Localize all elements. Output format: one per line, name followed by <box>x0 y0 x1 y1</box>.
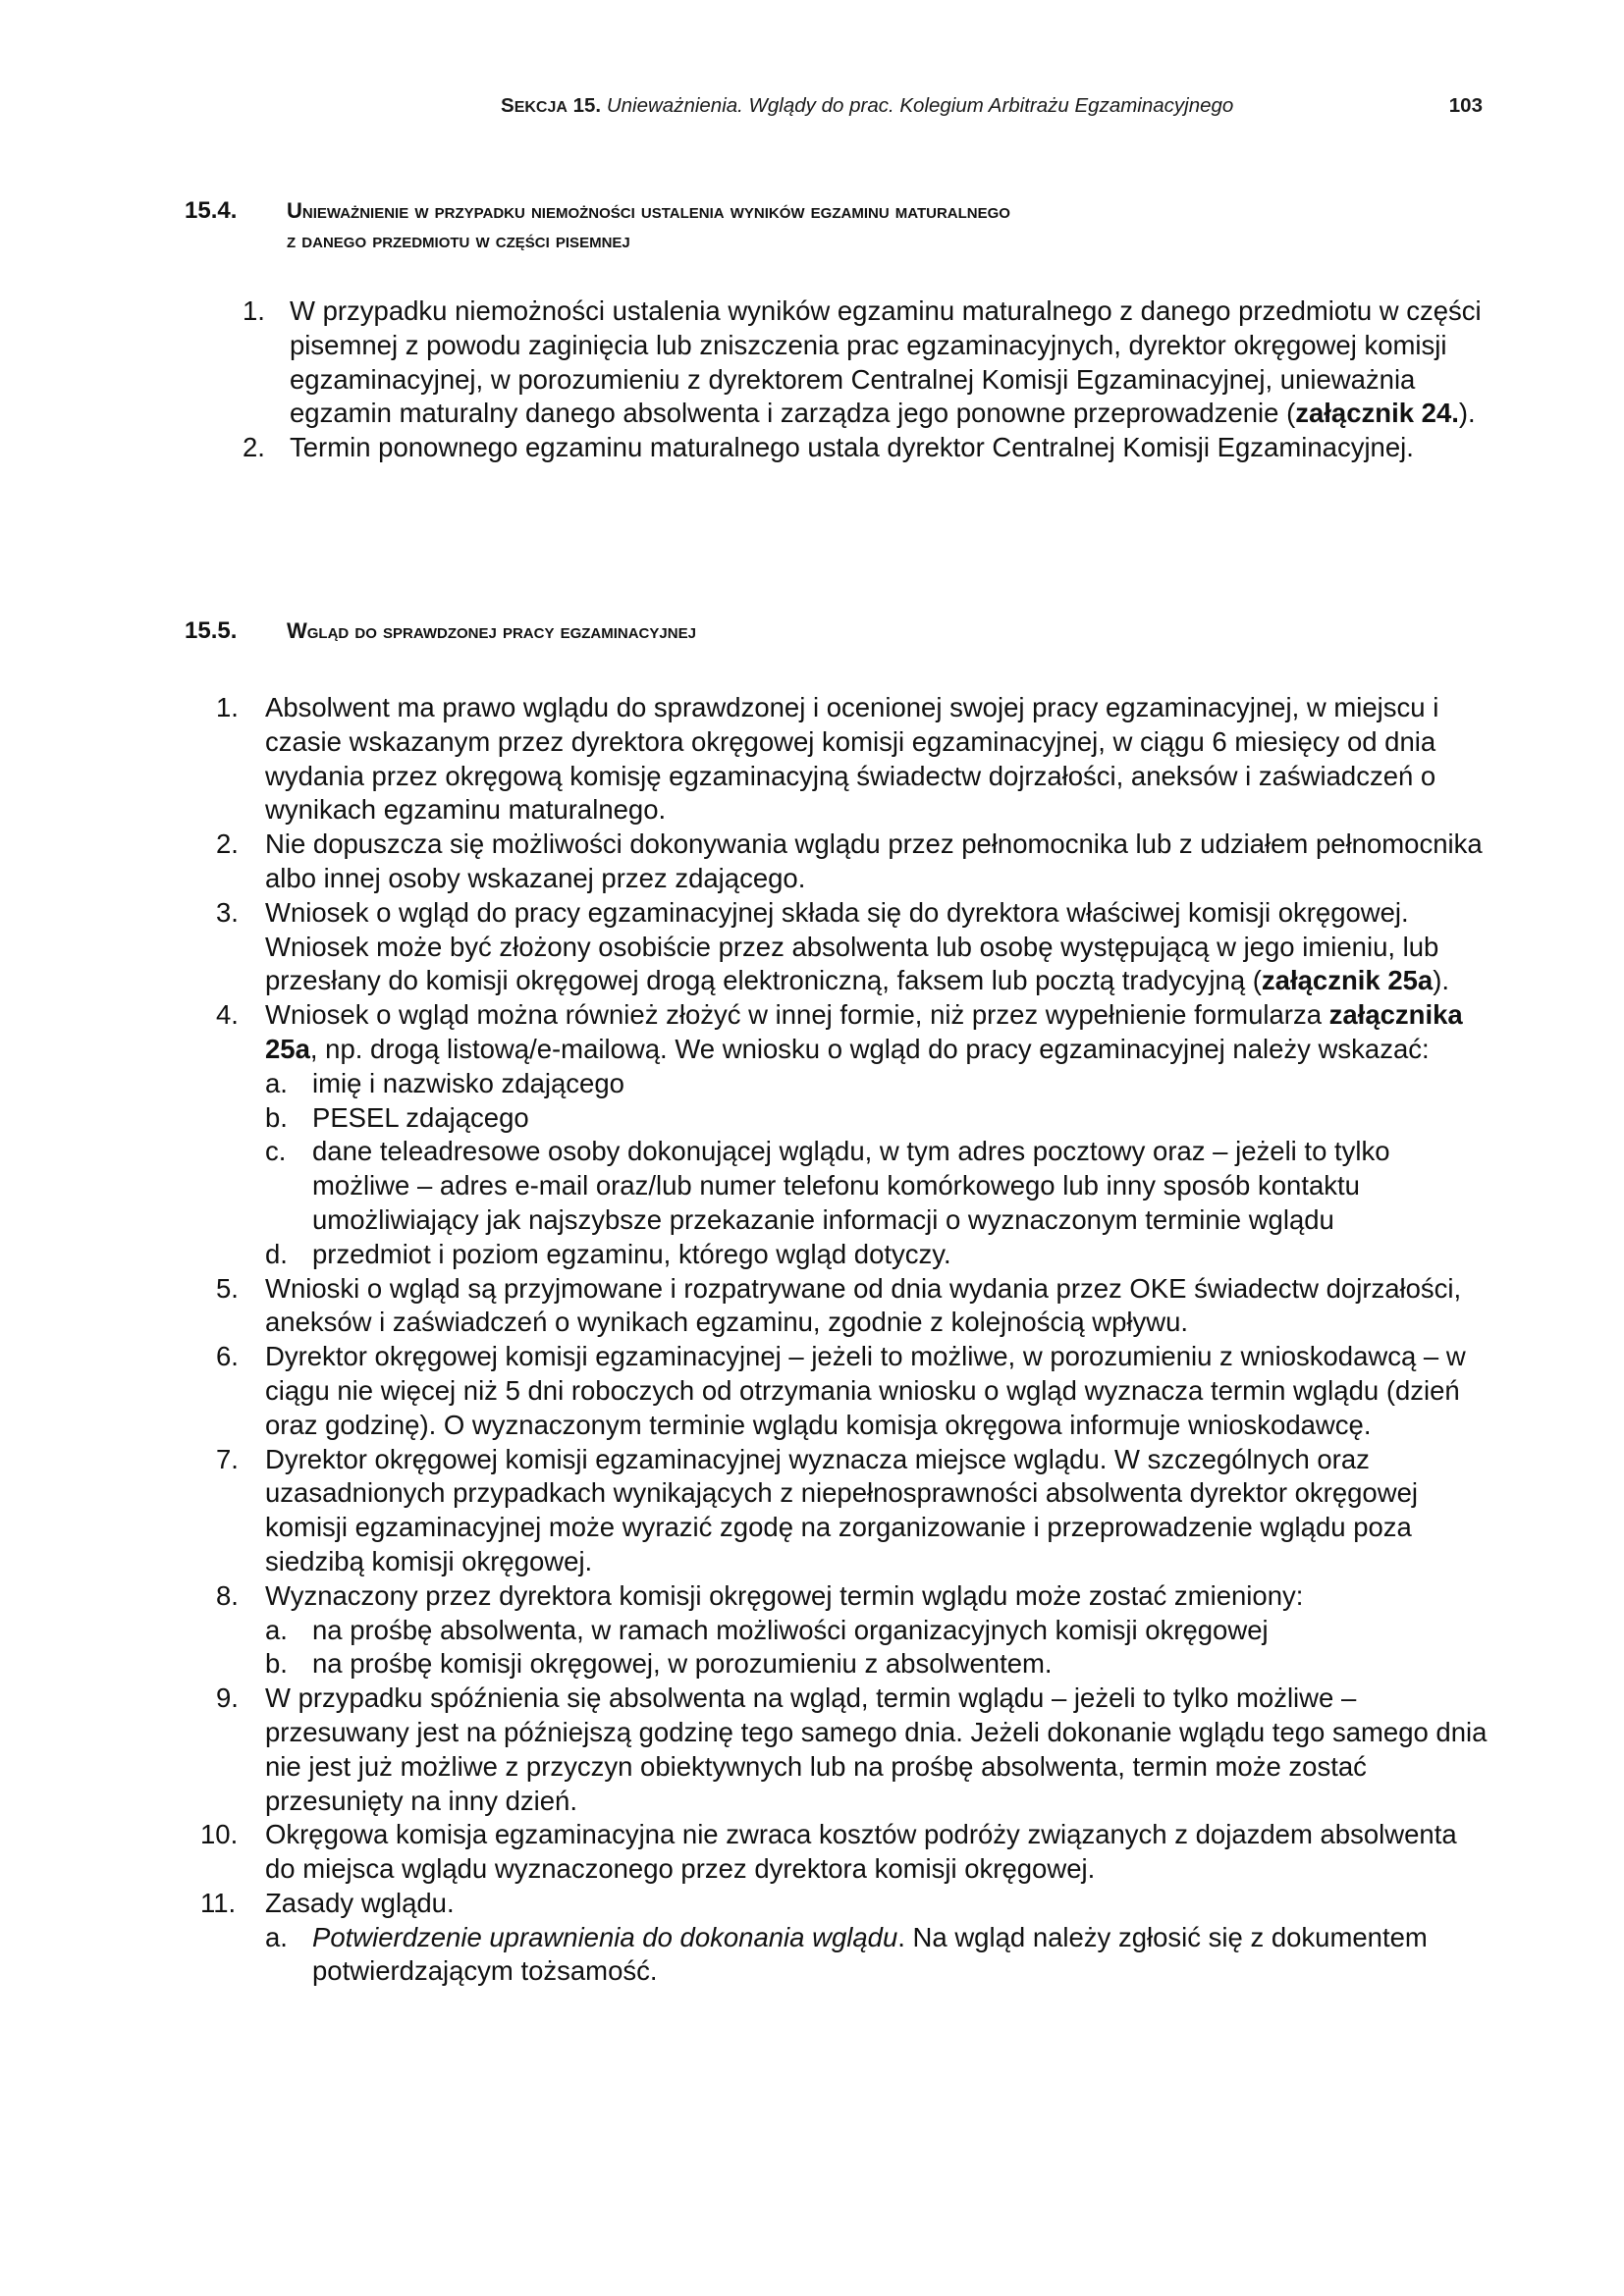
section-15-4 <box>185 196 1490 465</box>
lettered-sublist <box>265 1921 1490 1990</box>
section-heading <box>185 196 1490 255</box>
list-item: 2. Nie dopuszcza się możliwości dokonywania wglądu przez pełnomocnika lub z udziałem pełnomocnika albo innej osoby wskazanej przez zdającego. <box>216 828 1483 893</box>
running-header <box>501 94 1483 124</box>
lettered-sublist <box>265 1067 1490 1272</box>
section-number: 15.5. <box>185 617 238 644</box>
rule-title: Potwierdzenie uprawnienia do dokonania wglądu <box>312 1921 898 1952</box>
list-item: 6. Dyrektor okręgowej komisji egzaminacyjnej – jeżeli to możliwe, w porozumieniu z wnioskodawcą – w ciągu nie więcej niż 5 dni roboczych od otrzymania wniosku o wgląd wyznacza termin wglądu (dzień oraz godzinę). O wyznaczonym terminie wglądu komisja okręgowa informuje wnioskodawcę. <box>216 1341 1466 1440</box>
sublist-item: c. dane teleadresowe osoby dokonującej wglądu, w tym adres pocztowy oraz – jeżeli to tylko możliwe – adres e-mail oraz/lub numer telefonu komórkowego lub inny sposób kontaktu umożliwiający jak najszybsze przekazanie informacji o wyznaczonym terminie wglądu <box>265 1136 1390 1235</box>
section-label: SEKCJA 15. <box>501 94 602 117</box>
section-title: Unieważnienie w przypadku niemożności ustalenia wyników egzaminu maturalnego z danego przedmiotu w części pisemnej <box>287 198 1010 252</box>
list-item: 9. W przypadku spóźnienia się absolwenta na wgląd, termin wglądu – jeżeli to tylko możliwe – przesuwany jest na późniejszą godzinę tego samego dnia. Jeżeli dokonanie wglądu tego samego dnia nie jest już możliwe z przyczyn obiektywnych lub na prośbę absolwenta, termin może zostać przesunięty na inny dzień. <box>216 1682 1488 1816</box>
sublist-item: a. na prośbę absolwenta, w ramach możliwości organizacyjnych komisji okręgowej <box>265 1614 1269 1645</box>
list-item: 3. Wniosek o wgląd do pracy egzaminacyjnej składa się do dyrektora właściwej komisji okręgowej. Wniosek może być złożony osobiście przez absolwenta lub osobę występującą w jego imieniu, lub przesłany do komisji okręgowej drogą elektroniczną, faksem lub pocztą tradycyjną (załącznik 25a). <box>216 896 1450 996</box>
section-15-5 <box>185 616 1490 1989</box>
numbered-list <box>185 294 1490 465</box>
section-number: 15.4. <box>185 197 238 224</box>
attachment-reference: załącznika 25a <box>265 999 1463 1064</box>
attachment-reference: załącznik 24. <box>1295 398 1459 429</box>
sublist-item: d. przedmiot i poziom egzaminu, którego wgląd dotyczy. <box>265 1238 951 1269</box>
sublist-item: a. Potwierdzenie uprawnienia do dokonania wglądu. Na wgląd należy zgłosić się z dokumentem potwierdzającym tożsamość. <box>265 1921 1428 1987</box>
running-title: Unieważnienia. Wglądy do prac. Kolegium Arbitrażu Egzaminacyjnego <box>606 94 1234 117</box>
sublist-item: b. na prośbę komisji okręgowej, w porozumieniu z absolwentem. <box>265 1648 1053 1680</box>
page-number: 103 <box>1448 94 1483 117</box>
list-item: 11. Zasady wglądu. a. Potwierdzenie uprawnienia do dokonania wglądu. Na wgląd należy zgłosić się z dokumentem potwierdzającym tożsamość. <box>185 1887 1490 1989</box>
lettered-sublist <box>265 1614 1490 1682</box>
list-item: 4. Wniosek o wgląd można również złożyć w innej formie, niż przez wypełnienie formularza załącznika 25a, np. drogą listową/e-mailową. We wniosku o wgląd do pracy egzaminacyjnej należy wskazać: a. imię i nazwisko zdającego b. PESEL zdającego c. dane teleadresowe osoby dokonującej wglądu, w tym adres pocztowy oraz – jeżeli to tylko możliwe – adres e-mail oraz/lub numer telefonu komórkowego lub inny sposób kontaktu umożliwiający jak najszybsze przekazanie informacji o wyznaczonym terminie wglądu d. przedmiot i poziom egzaminu, którego wgląd dotyczy. <box>185 998 1490 1271</box>
list-item: 1. Absolwent ma prawo wglądu do sprawdzonej i ocenionej swojej pracy egzaminacyjnej, w miejscu i czasie wskazanym przez dyrektora okręgowej komisji egzaminacyjnej, w ciągu 6 miesięcy od dnia wydania przez okręgową komisję egzaminacyjną świadectw dojrzałości, aneksów i zaświadczeń o wynikach egzaminu maturalnego. <box>216 692 1439 826</box>
list-item: 10. Okręgowa komisja egzaminacyjna nie zwraca kosztów podróży związanych z dojazdem absolwenta do miejsca wglądu wyznaczonego przez dyrektora komisji okręgowej. <box>200 1819 1457 1885</box>
list-item: 1. W przypadku niemożności ustalenia wyników egzaminu maturalnego z danego przedmiotu w części pisemnej z powodu zaginięcia lub zniszczenia prac egzaminacyjnych, dyrektor okręgowej komisji egzaminacyjnej, w porozumieniu z dyrektorem Centralnej Komisji Egzaminacyjnej, unieważnia egzamin maturalny danego absolwenta i zarządza jego ponowne przeprowadzenie (załącznik 24.). <box>243 295 1482 429</box>
sublist-item: a. imię i nazwisko zdającego <box>265 1067 624 1098</box>
section-title: Wgląd do sprawdzonej pracy egzaminacyjnej <box>287 618 696 643</box>
attachment-reference: załącznik 25a <box>1261 965 1434 996</box>
sublist-item: b. PESEL zdającego <box>265 1101 529 1133</box>
list-item: 8. Wyznaczony przez dyrektora komisji okręgowej termin wglądu może zostać zmieniony: a. na prośbę absolwenta, w ramach możliwości organizacyjnych komisji okręgowej b. na prośbę komisji okręgowej, w porozumieniu z absolwentem. <box>185 1579 1490 1682</box>
numbered-list <box>185 691 1490 1989</box>
list-item: 7. Dyrektor okręgowej komisji egzaminacyjnej wyznacza miejsce wglądu. W szczególnych oraz uzasadnionych przypadkach wynikających z niepełnosprawności absolwenta dyrektor okręgowej komisji egzaminacyjnej może wyrazić zgodę na zorganizowanie i przeprowadzenie wglądu poza siedzibą komisji okręgowej. <box>216 1443 1418 1576</box>
list-item: 5. Wnioski o wgląd są przyjmowane i rozpatrywane od dnia wydania przez OKE świadectw dojrzałości, aneksów i zaświadczeń o wynikach egzaminu, zgodnie z kolejnością wpływu. <box>216 1272 1462 1338</box>
list-item: 2. Termin ponownego egzaminu maturalnego ustala dyrektor Centralnej Komisji Egzaminacyjnej. <box>243 432 1414 463</box>
section-heading <box>185 616 1490 646</box>
